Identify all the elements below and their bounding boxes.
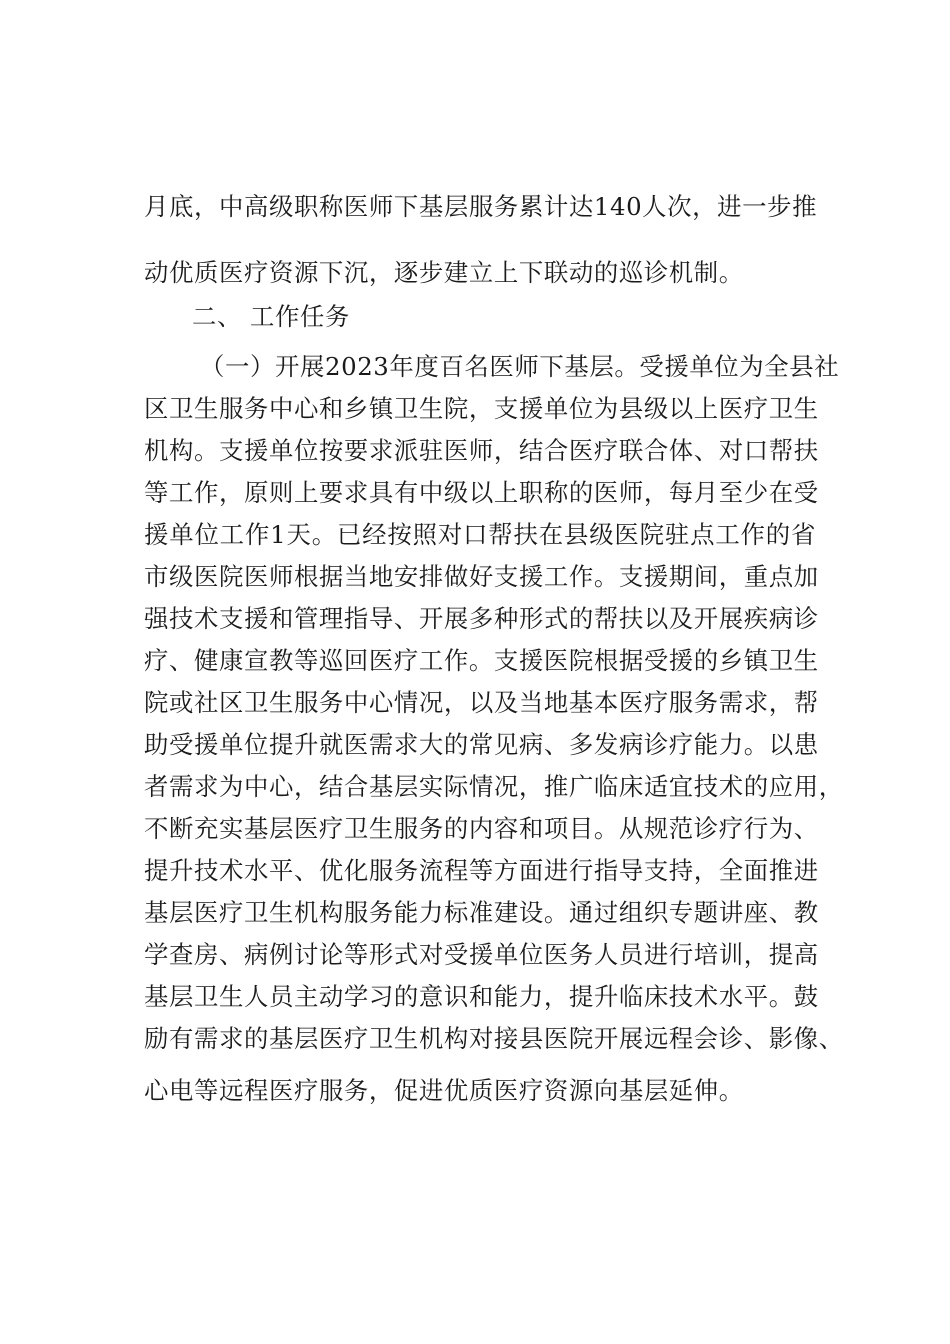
paragraph-line: 月底，中高级职称医师下基层服务累计达140人次，进一步推 — [144, 192, 818, 221]
paragraph-line: 等工作，原则上要求具有中级以上职称的医师，每月至少在受 — [144, 478, 819, 507]
paragraph-line: 强技术支援和管理指导、开展多种形式的帮扶以及开展疾病诊 — [144, 604, 819, 633]
paragraph-line: 学查房、病例讨论等形式对受援单位医务人员进行培训，提高 — [144, 940, 819, 969]
paragraph-line: 援单位工作1天。已经按照对口帮扶在县级医院驻点工作的省 — [144, 520, 816, 549]
section-title: 工作任务 — [250, 302, 350, 331]
paragraph-line: 者需求为中心，结合基层实际情况，推广临床适宜技术的应用， — [144, 772, 844, 801]
paragraph-line: 区卫生服务中心和乡镇卫生院，支援单位为县级以上医疗卫生 — [144, 394, 819, 423]
paragraph-line: 心电等远程医疗服务，促进优质医疗资源向基层延伸。 — [144, 1076, 744, 1105]
section-heading — [192, 301, 864, 333]
paragraph-line: （一）开展2023年度百名医师下基层。受援单位为全县社 — [200, 352, 840, 381]
paragraph-line: 基层卫生人员主动学习的意识和能力，提升临床技术水平。鼓 — [144, 982, 819, 1011]
paragraph-line: 动优质医疗资源下沉，逐步建立上下联动的巡诊机制。 — [144, 258, 744, 287]
paragraph-line: 疗、健康宣教等巡回医疗工作。支援医院根据受援的乡镇卫生 — [144, 646, 819, 675]
section-number: 二、 — [192, 302, 242, 331]
paragraph-line: 机构。支援单位按要求派驻医师，结合医疗联合体、对口帮扶 — [144, 436, 819, 465]
paragraph-line: 不断充实基层医疗卫生服务的内容和项目。从规范诊疗行为、 — [144, 814, 819, 843]
paragraph-line: 院或社区卫生服务中心情况，以及当地基本医疗服务需求，帮 — [144, 688, 819, 717]
paragraph-line: 助受援单位提升就医需求大的常见病、多发病诊疗能力。以患 — [144, 730, 819, 759]
paragraph-line: 提升技术水平、优化服务流程等方面进行指导支持，全面推进 — [144, 856, 819, 885]
paragraph-line: 市级医院医师根据当地安排做好支援工作。支援期间，重点加 — [144, 562, 819, 591]
paragraph-line: 基层医疗卫生机构服务能力标准建设。通过组织专题讲座、教 — [144, 898, 819, 927]
paragraph-line: 励有需求的基层医疗卫生机构对接县医院开展远程会诊、影像、 — [144, 1024, 844, 1053]
